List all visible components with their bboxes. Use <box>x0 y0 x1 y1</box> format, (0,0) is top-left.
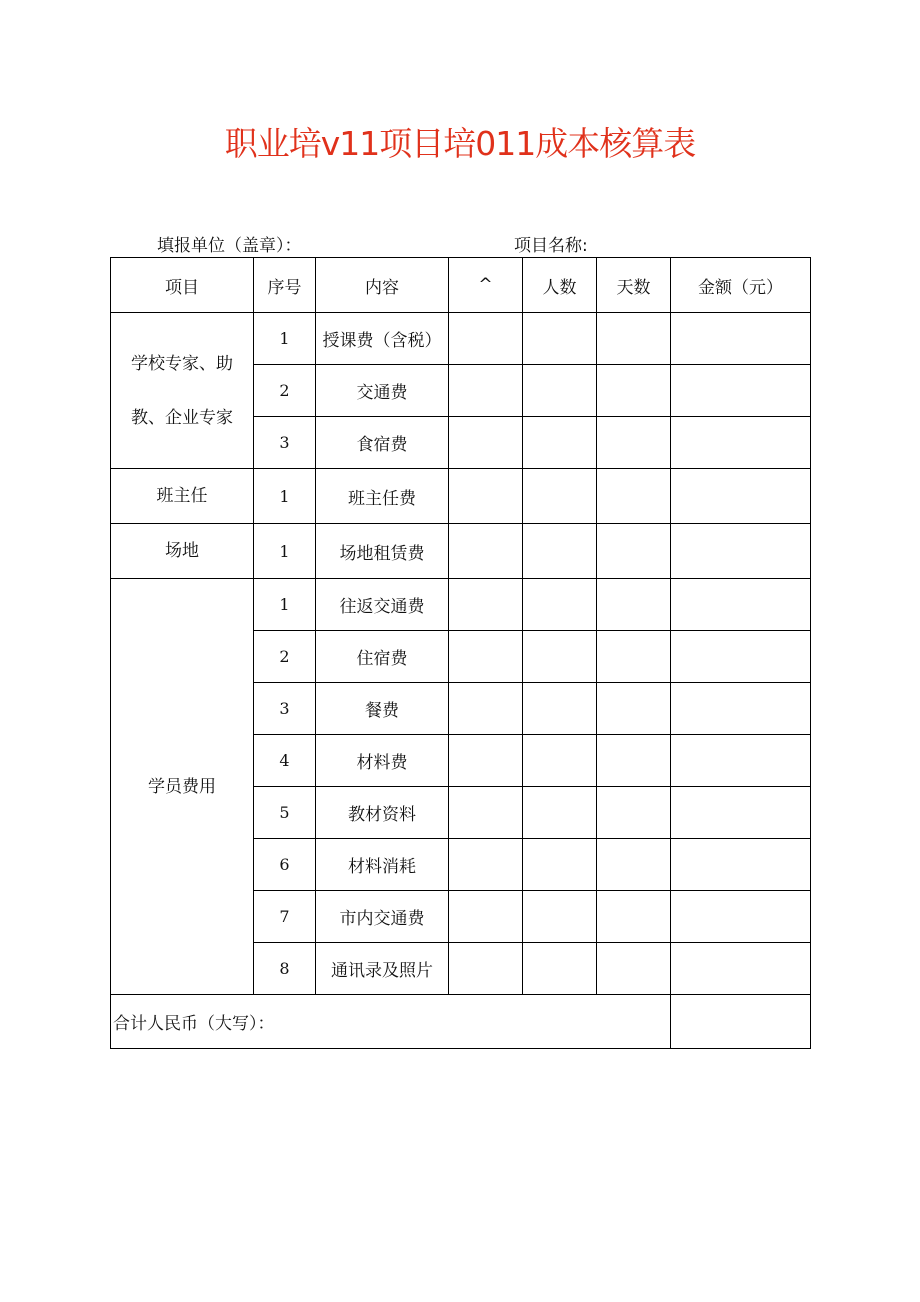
amount-cell[interactable] <box>671 579 811 631</box>
unit-price-cell[interactable] <box>449 735 523 787</box>
row-content: 教材资料 <box>316 787 449 839</box>
table-row <box>111 579 811 631</box>
header-amount: 金额（元） <box>671 258 811 313</box>
unit-price-cell[interactable] <box>449 891 523 943</box>
header-item: 项目 <box>111 258 254 313</box>
category-cell <box>111 524 254 579</box>
row-content: 交通费 <box>316 365 449 417</box>
row-content: 餐费 <box>316 683 449 735</box>
days-cell[interactable] <box>597 469 671 524</box>
row-number: 7 <box>254 891 316 943</box>
amount-cell[interactable] <box>671 631 811 683</box>
page-title: 职业培v11项目培011成本核算表 <box>224 124 696 163</box>
people-cell[interactable] <box>523 683 597 735</box>
unit-price-cell[interactable] <box>449 943 523 995</box>
amount-cell[interactable] <box>671 365 811 417</box>
row-number: 1 <box>254 313 316 365</box>
unit-price-cell[interactable] <box>449 313 523 365</box>
unit-price-cell[interactable] <box>449 524 523 579</box>
days-cell[interactable] <box>597 683 671 735</box>
category-cell <box>111 579 254 995</box>
days-cell[interactable] <box>597 943 671 995</box>
row-content: 场地租赁费 <box>316 524 449 579</box>
days-cell[interactable] <box>597 735 671 787</box>
people-cell[interactable] <box>523 524 597 579</box>
amount-cell[interactable] <box>671 417 811 469</box>
row-content: 授课费（含税） <box>316 313 449 365</box>
people-cell[interactable] <box>523 579 597 631</box>
row-content: 往返交通费 <box>316 579 449 631</box>
people-cell[interactable] <box>523 943 597 995</box>
row-number: 2 <box>254 631 316 683</box>
amount-cell[interactable] <box>671 313 811 365</box>
unit-price-cell[interactable] <box>449 839 523 891</box>
header-no: 序号 <box>254 258 316 313</box>
total-row <box>111 995 811 1049</box>
unit-price-cell[interactable] <box>449 683 523 735</box>
table-row <box>111 313 811 365</box>
people-cell[interactable] <box>523 839 597 891</box>
row-number: 1 <box>254 579 316 631</box>
row-number: 1 <box>254 524 316 579</box>
days-cell[interactable] <box>597 891 671 943</box>
row-content: 材料费 <box>316 735 449 787</box>
row-number: 4 <box>254 735 316 787</box>
header-row <box>111 258 811 313</box>
days-cell[interactable] <box>597 787 671 839</box>
row-content: 住宿费 <box>316 631 449 683</box>
row-number: 3 <box>254 417 316 469</box>
row-content: 食宿费 <box>316 417 449 469</box>
row-content: 材料消耗 <box>316 839 449 891</box>
row-content: 班主任费 <box>316 469 449 524</box>
unit-price-cell[interactable] <box>449 631 523 683</box>
people-cell[interactable] <box>523 469 597 524</box>
cost-table <box>110 257 811 1049</box>
row-content: 市内交通费 <box>316 891 449 943</box>
unit-price-cell[interactable] <box>449 365 523 417</box>
amount-cell[interactable] <box>671 524 811 579</box>
people-cell[interactable] <box>523 735 597 787</box>
category-label: 班主任 <box>156 486 208 506</box>
days-cell[interactable] <box>597 631 671 683</box>
people-cell[interactable] <box>523 631 597 683</box>
category-cell <box>111 469 254 524</box>
unit-price-cell[interactable] <box>449 787 523 839</box>
total-amount-cell[interactable] <box>671 995 811 1049</box>
people-cell[interactable] <box>523 365 597 417</box>
header-content: 内容 <box>316 258 449 313</box>
amount-cell[interactable] <box>671 891 811 943</box>
header-days: 天数 <box>597 258 671 313</box>
people-cell[interactable] <box>523 891 597 943</box>
row-number: 1 <box>254 469 316 524</box>
table-row <box>111 469 811 524</box>
row-number: 6 <box>254 839 316 891</box>
category-cell <box>111 313 254 469</box>
row-content: 通讯录及照片 <box>316 943 449 995</box>
amount-cell[interactable] <box>671 839 811 891</box>
row-number: 2 <box>254 365 316 417</box>
people-cell[interactable] <box>523 417 597 469</box>
days-cell[interactable] <box>597 313 671 365</box>
table-row <box>111 524 811 579</box>
amount-cell[interactable] <box>671 469 811 524</box>
project-name-label: 项目名称: <box>514 236 588 256</box>
row-number: 5 <box>254 787 316 839</box>
amount-cell[interactable] <box>671 787 811 839</box>
fill-unit-label: 填报单位（盖章）： <box>157 236 302 256</box>
people-cell[interactable] <box>523 787 597 839</box>
row-number: 3 <box>254 683 316 735</box>
days-cell[interactable] <box>597 579 671 631</box>
header-people: 人数 <box>523 258 597 313</box>
unit-price-cell[interactable] <box>449 469 523 524</box>
total-label: 合计人民币（大写）： <box>111 995 671 1049</box>
unit-price-cell[interactable] <box>449 417 523 469</box>
days-cell[interactable] <box>597 365 671 417</box>
row-number: 8 <box>254 943 316 995</box>
days-cell[interactable] <box>597 417 671 469</box>
category-label: 教、企业专家 <box>131 407 233 428</box>
category-label: 学员费用 <box>148 776 216 797</box>
unit-price-cell[interactable] <box>449 579 523 631</box>
amount-cell[interactable] <box>671 735 811 787</box>
amount-cell[interactable] <box>671 943 811 995</box>
category-label: 学校专家、助 <box>131 353 233 374</box>
days-cell[interactable] <box>597 524 671 579</box>
amount-cell[interactable] <box>671 683 811 735</box>
days-cell[interactable] <box>597 839 671 891</box>
header-unit-price: ^ <box>449 258 523 313</box>
category-label: 场地 <box>165 541 199 561</box>
people-cell[interactable] <box>523 313 597 365</box>
